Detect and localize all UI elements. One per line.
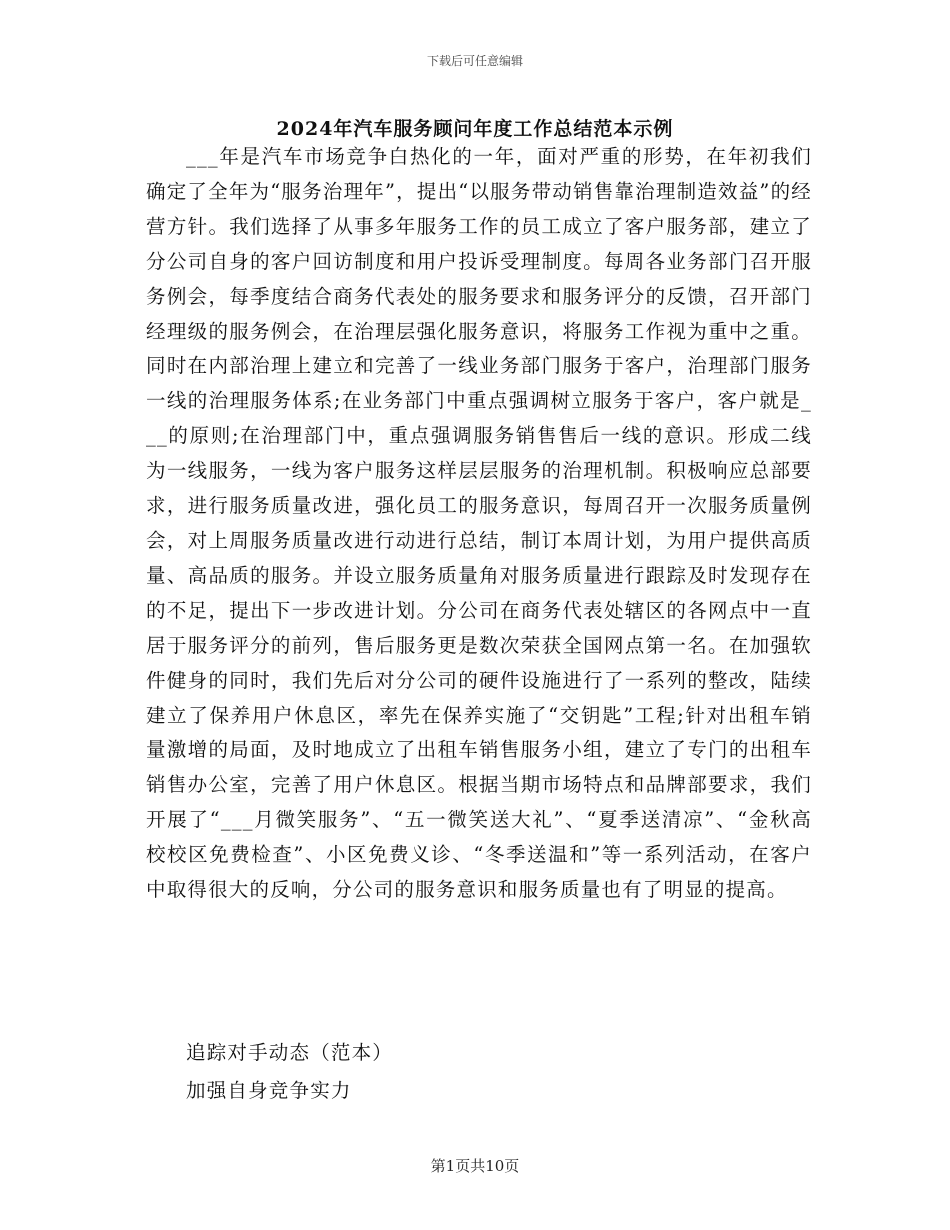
sub-heading-strengthen-competitiveness: 加强自身竞争实力 [186, 1079, 352, 1102]
sub-heading-track-competitors: 追踪对手动态（范本） [186, 1041, 394, 1064]
download-note: 下载后可任意编辑 [426, 54, 523, 68]
page-number: 第1页共10页 [430, 1157, 520, 1175]
document-title: 2024年汽车服务顾问年度工作总结范本示例 [276, 118, 674, 140]
body-paragraph: ___年是汽车市场竞争白热化的一年，面对严重的形势，在年初我们确定了全年为“服务治理年”，提出“以服务带动销售靠治理制造效益”的经营方针。我们选择了从事多年服务工作的员工成立了客户服务部，建立了分公司自身的客户回访制度和用户投诉受理制度。每周各业务部门召开服务例会，每季度结合商务代表处的服务要求和服务评分的反馈，召开部门经理级的服务例会，在治理层强化服务意识，将服务工作视为重中之重。同时在内部治理上建立和完善了一线业务部门服务于客户，治理部门服务一线的治理服务体系;在业务部门中重点强调树立服务于客户，客户就是___的原则;在治理部门中，重点强调服务销售售后一线的意识。形成二线为一线服务，一线为客户服务这样层层服务的治理机制。积极响应总部要求，进行服务质量改进，强化员工的服务意识，每周召开一次服务质量例会，对上周服务质量改进行动进行总结，制订本周计划，为用户提供高质量、高品质的服务。并设立服务质量角对服务质量进行跟踪及时发现存在的不足，提出下一步改进计划。分公司在商务代表处辖区的各网点中一直居于服务评分的前列，售后服务更是数次荣获全国网点第一名。在加强软件健身的同时，我们先后对分公司的硬件设施进行了一系列的整改，陆续建立了保养用户休息区，率先在保养实施了“交钥匙”工程;针对出租车销量激增的局面，及时地成立了出租车销售服务小组，建立了专门的出租车销售办公室，完善了用户休息区。根据当期市场特点和品牌部要求，我们开展了“___月微笑服务”、“五一微笑送大礼”、“夏季送清凉”、“金秋高校校区免费检查”、小区免费义诊、“冬季送温和”等一系列活动，在客户中取得很大的反响，分公司的服务意识和服务质量也有了明显的提高。 [146, 145, 812, 902]
